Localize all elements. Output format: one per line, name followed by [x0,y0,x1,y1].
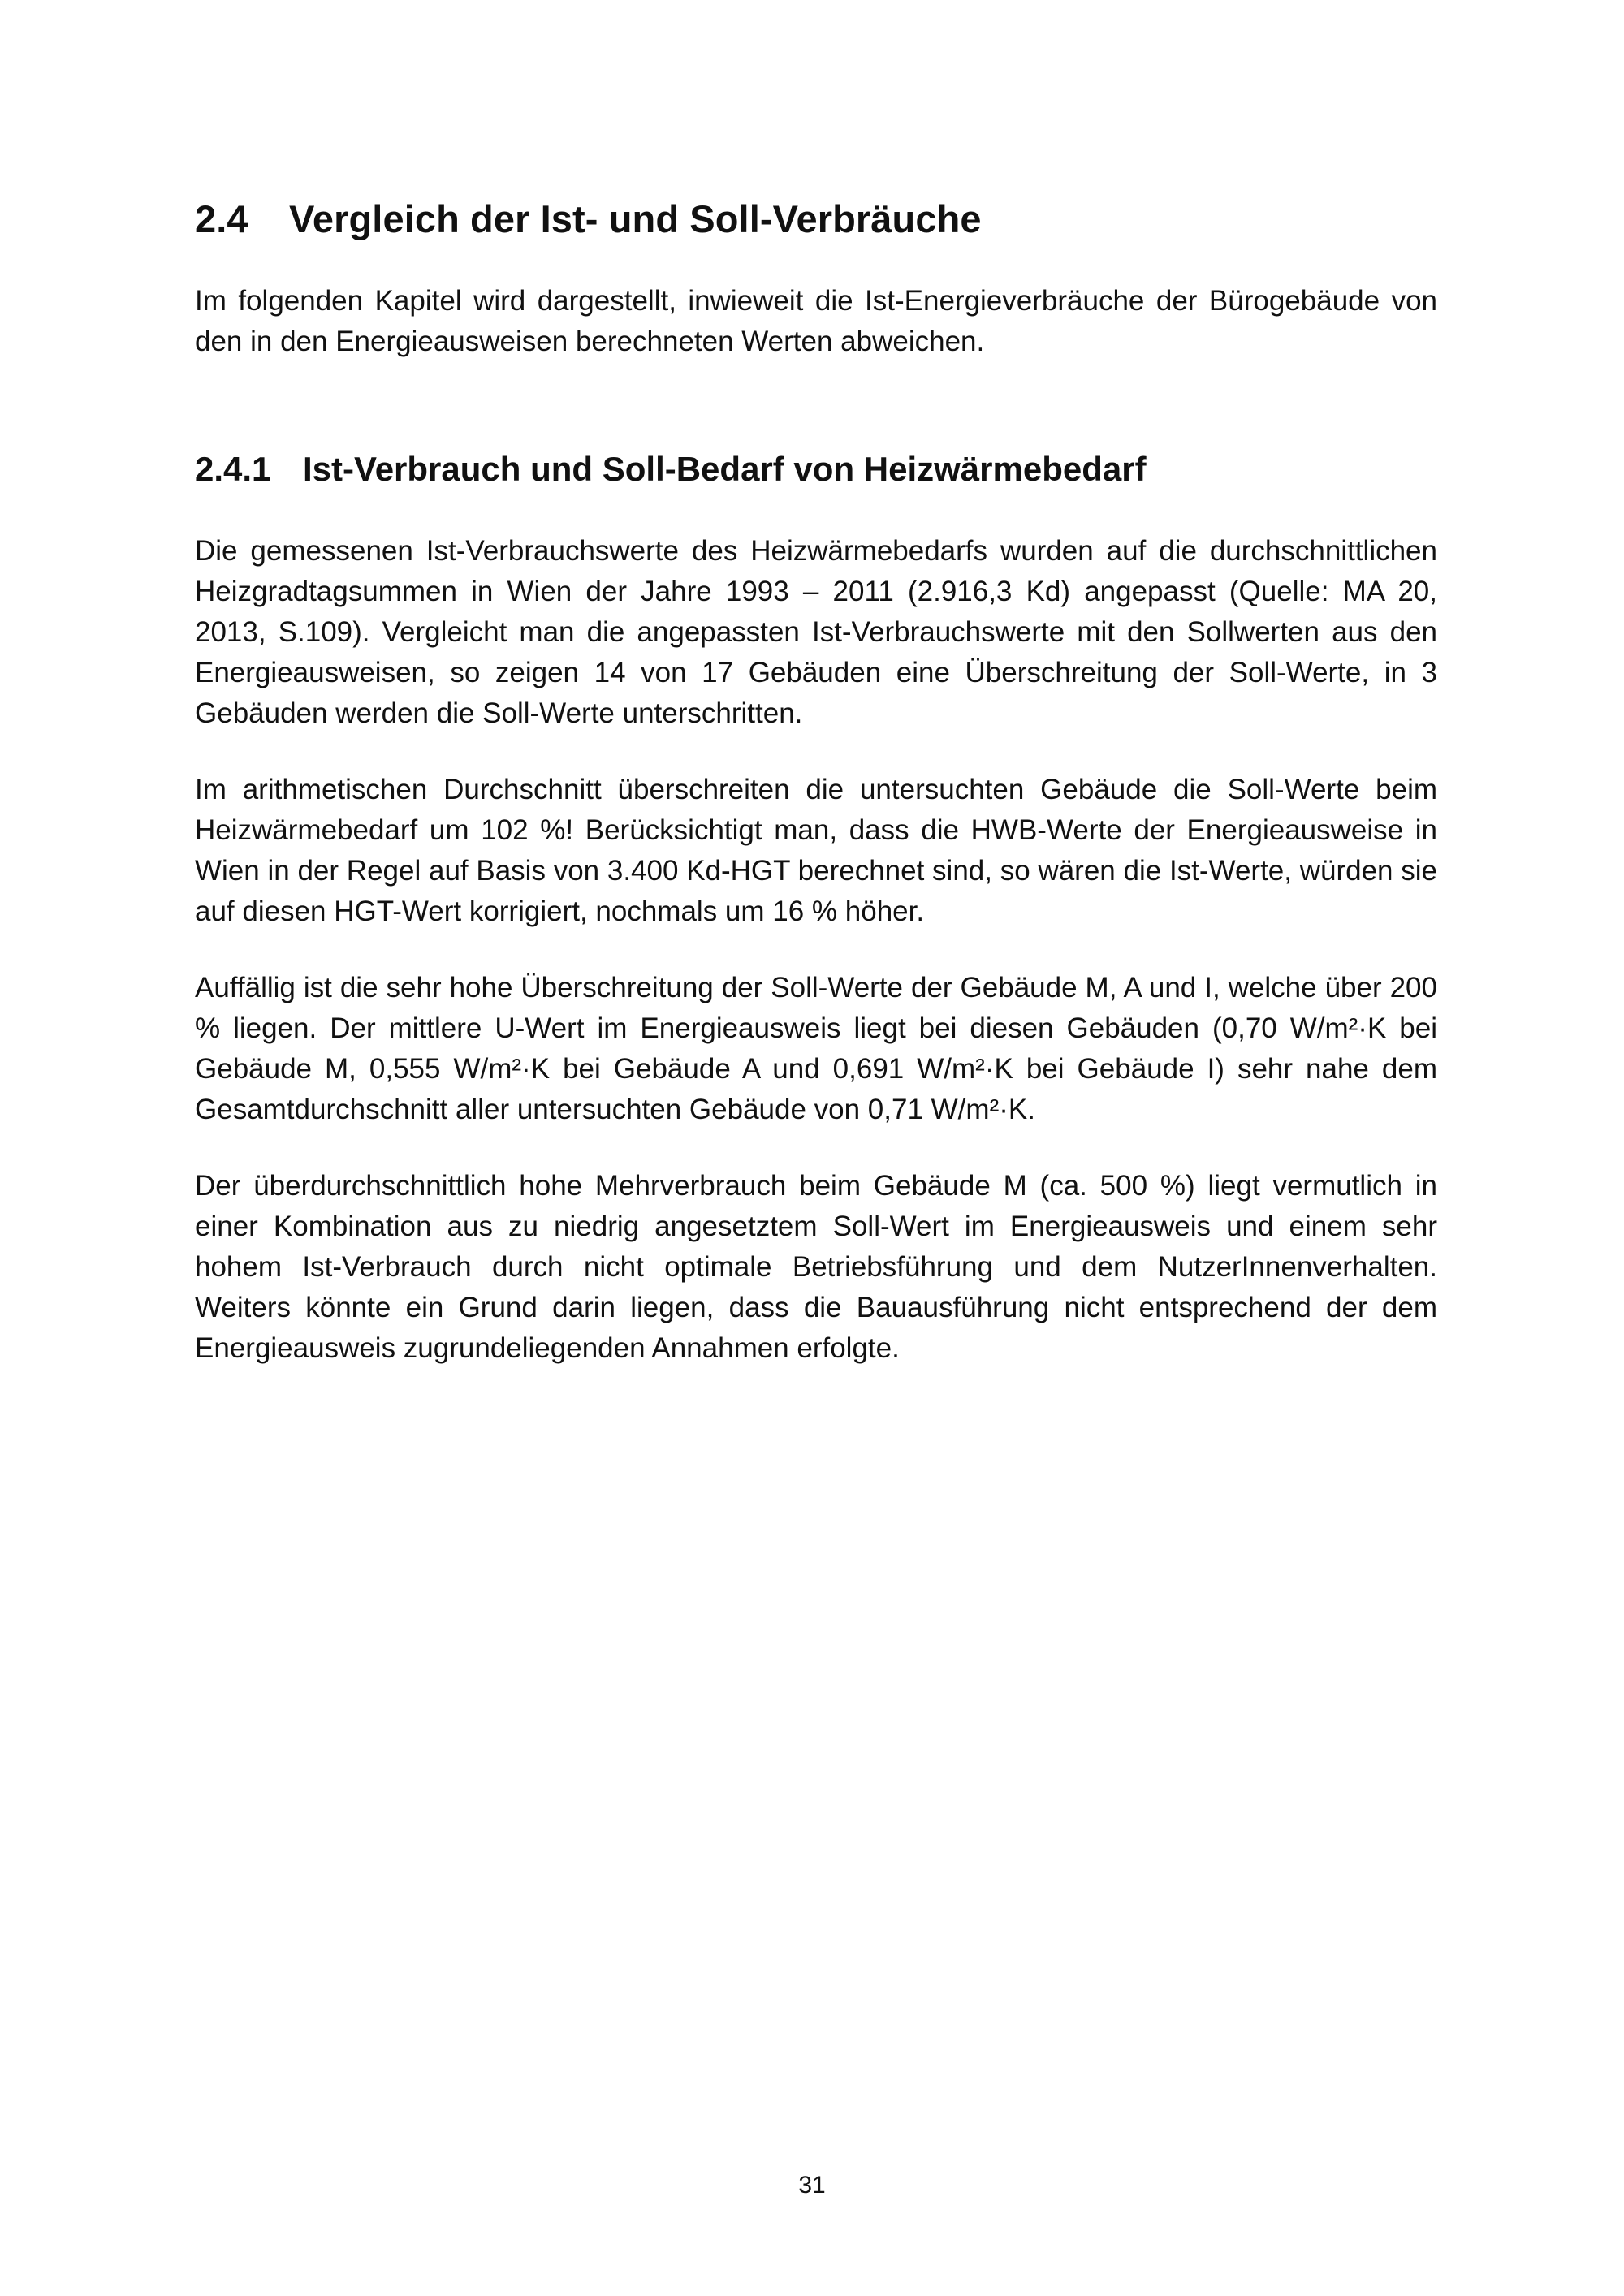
body-paragraph-1: Die gemessenen Ist-Verbrauchswerte des Heizwärmebedarfs wurden auf die durchschnittlichen Heizgradtagsummen in Wien der Jahre 1993 – 2011 (2.916,3 Kd) angepasst (Quelle: MA 20, 2013, S.109). Vergleicht man die angepassten Ist-Verbrauchswerte mit den Sollwerten aus den Energieausweisen, so zeigen 14 von 17 Gebäuden eine Überschreitung der Soll-Werte, in 3 Gebäuden werden die Soll-Werte unterschritten. [195,535,1437,729]
page-content [195,188,1437,1369]
section-number: 2.4 [195,197,248,240]
page-number: 31 [798,2172,826,2199]
section-heading [195,188,1437,250]
subsection-heading [195,442,1437,497]
body-paragraph-4: Der überdurchschnittlich hohe Mehrverbrauch beim Gebäude M (ca. 500 %) liegt vermutlich in einer Kombination aus zu niedrig angesetztem Soll-Wert im Energieausweis und einem sehr hohem Ist-Verbrauch durch nicht optimale Betriebsführung und dem NutzerInnenverhalten. Weiters könnte ein Grund darin liegen, dass die Bauausführung nicht entsprechend der dem Energieausweis zugrundeliegenden Annahmen erfolgte. [195,1170,1437,1364]
section-title: Vergleich der Ist- und Soll-Verbräuche [289,197,982,240]
body-paragraph-3: Auffällig ist die sehr hohe Überschreitung der Soll-Werte der Gebäude M, A und I, welche über 200 % liegen. Der mittlere U-Wert im Energieausweis liegt bei diesen Gebäuden (0,70 W/m²·K bei Gebäude M, 0,555 W/m²·K bei Gebäude A und 0,691 W/m²·K bei Gebäude I) sehr nahe dem Gesamtdurchschnitt aller untersuchten Gebäude von 0,71 W/m²·K. [195,972,1437,1125]
section-intro-paragraph: Im folgenden Kapitel wird dargestellt, inwieweit die Ist-Energieverbräuche der Bürogebäude von den in den Energieausweisen berechneten Werten abweichen. [195,285,1437,357]
subsection-title: Ist-Verbrauch und Soll-Bedarf von Heizwärmebedarf [303,450,1147,488]
body-paragraph-2: Im arithmetischen Durchschnitt überschreiten die untersuchten Gebäude die Soll-Werte beim Heizwärmebedarf um 102 %! Berücksichtigt man, dass die HWB-Werte der Energieausweise in Wien in der Regel auf Basis von 3.400 Kd-HGT berechnet sind, so wären die Ist-Werte, würden sie auf diesen HGT-Wert korrigiert, nochmals um 16 % höher. [195,774,1437,927]
subsection-number: 2.4.1 [195,450,271,488]
